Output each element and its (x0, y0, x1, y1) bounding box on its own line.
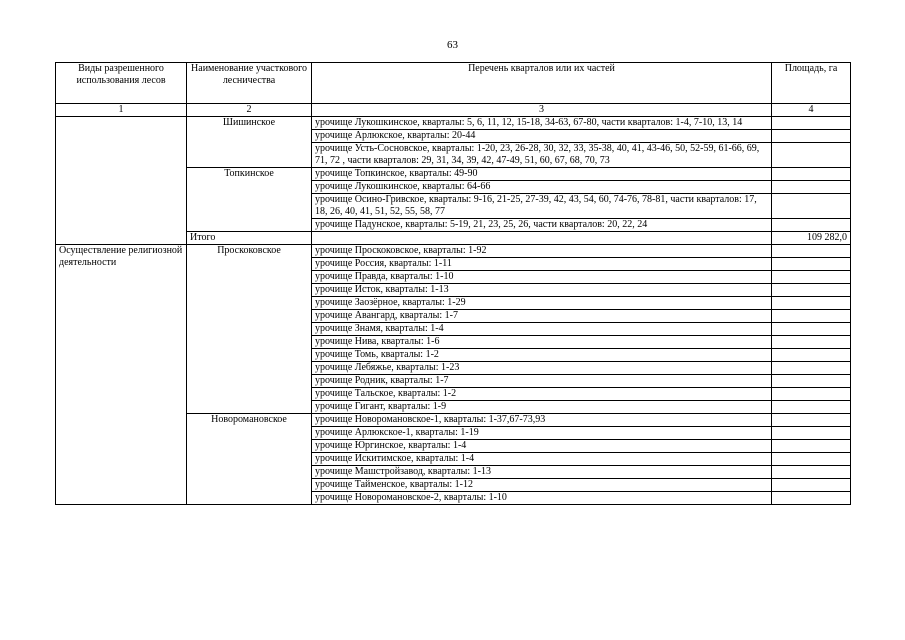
area-cell (772, 271, 851, 284)
quarters-cell: урочище Лукошкинское, кварталы: 5, 6, 11, 12, 15-18, 34-63, 67-80, части кварталов: 1-4, 7-10, 13, 14 (312, 117, 772, 130)
area-cell (772, 130, 851, 143)
table-header-row (56, 63, 851, 104)
area-cell (772, 181, 851, 194)
total-area-value: 109 282,0 (772, 232, 851, 245)
quarters-cell: урочище Россия, кварталы: 1-11 (312, 258, 772, 271)
area-cell (772, 219, 851, 232)
area-cell (772, 375, 851, 388)
quarters-cell: урочище Новоромановское-1, кварталы: 1-37,67-73,93 (312, 414, 772, 427)
quarters-cell: урочище Проскоковское, кварталы: 1-92 (312, 245, 772, 258)
area-cell (772, 414, 851, 427)
area-cell (772, 323, 851, 336)
area-cell (772, 245, 851, 258)
header-area: Площадь, га (772, 63, 851, 104)
quarters-cell: урочище Топкинское, кварталы: 49-90 (312, 168, 772, 181)
table-row (56, 245, 851, 258)
column-number: 4 (772, 104, 851, 117)
forest-quarters-table (55, 62, 851, 505)
quarters-cell: урочище Исток, кварталы: 1-13 (312, 284, 772, 297)
quarters-cell: урочище Арлюкское, кварталы: 20-44 (312, 130, 772, 143)
quarters-cell: урочище Правда, кварталы: 1-10 (312, 271, 772, 284)
area-cell (772, 143, 851, 168)
quarters-cell: урочище Знамя, кварталы: 1-4 (312, 323, 772, 336)
table-row (56, 117, 851, 130)
total-label: Итого (187, 232, 312, 245)
area-cell (772, 401, 851, 414)
quarters-cell: урочище Новоромановское-2, кварталы: 1-10 (312, 492, 772, 505)
quarters-cell: урочище Авангард, кварталы: 1-7 (312, 310, 772, 323)
quarters-cell: урочище Лукошкинское, кварталы: 64-66 (312, 181, 772, 194)
page-number: 63 (447, 39, 458, 51)
usage-type-religious: Осуществление религиозной деятельности (56, 245, 187, 505)
area-cell (772, 362, 851, 375)
quarters-cell: урочище Машстройзавод, кварталы: 1-13 (312, 466, 772, 479)
quarters-cell: урочище Юргинское, кварталы: 1-4 (312, 440, 772, 453)
area-cell (772, 440, 851, 453)
area-cell (772, 427, 851, 440)
quarters-cell: урочище Гигант, кварталы: 1-9 (312, 401, 772, 414)
quarters-cell: урочище Лебяжье, кварталы: 1-23 (312, 362, 772, 375)
area-cell (772, 453, 851, 466)
forestry-proskokovskoe: Проскоковское (187, 245, 312, 414)
forestry-shishinskoe: Шишинское (187, 117, 312, 168)
area-cell (772, 336, 851, 349)
forestry-novoromanovskoe: Новоромановское (187, 414, 312, 505)
quarters-cell: урочище Усть-Сосновское, кварталы: 1-20, 23, 26-28, 30, 32, 33, 35-38, 40, 41, 43-46, 50, 52-59, 61-66, 69, 71, 72 , части кварталов: 29, 31, 34, 39, 42, 47-49, 51, 60, 67, 68, 70, 73 (312, 143, 772, 168)
area-cell (772, 310, 851, 323)
quarters-cell: урочище Нива, кварталы: 1-6 (312, 336, 772, 349)
area-cell (772, 492, 851, 505)
quarters-cell: урочище Искитимское, кварталы: 1-4 (312, 453, 772, 466)
quarters-cell: урочище Осино-Гривское, кварталы: 9-16, 21-25, 27-39, 42, 43, 54, 60, 74-76, 78-81, части кварталов: 17, 18, 26, 40, 41, 51, 52, 55, 58, 77 (312, 194, 772, 219)
column-number: 2 (187, 104, 312, 117)
total-quarters-empty (312, 232, 772, 245)
area-cell (772, 466, 851, 479)
column-number-row (56, 104, 851, 117)
area-cell (772, 479, 851, 492)
area-cell (772, 297, 851, 310)
quarters-cell: урочище Тайменское, кварталы: 1-12 (312, 479, 772, 492)
quarters-cell: урочище Падунское, кварталы: 5-19, 21, 23, 25, 26, части кварталов: 20, 22, 24 (312, 219, 772, 232)
area-cell (772, 117, 851, 130)
area-cell (772, 168, 851, 181)
column-number: 3 (312, 104, 772, 117)
usage-type-cell-empty (56, 117, 187, 245)
header-quarters-list: Перечень кварталов или их частей (312, 63, 772, 104)
area-cell (772, 194, 851, 219)
area-cell (772, 388, 851, 401)
header-forestry-name: Наименование участкового лесничества (187, 63, 312, 104)
quarters-cell: урочище Арлюкское-1, кварталы: 1-19 (312, 427, 772, 440)
area-cell (772, 258, 851, 271)
column-number: 1 (56, 104, 187, 117)
header-usage-type: Виды разрешенного использования лесов (56, 63, 187, 104)
quarters-cell: урочище Заозёрное, кварталы: 1-29 (312, 297, 772, 310)
area-cell (772, 349, 851, 362)
quarters-cell: урочище Томь, кварталы: 1-2 (312, 349, 772, 362)
quarters-cell: урочище Тальское, кварталы: 1-2 (312, 388, 772, 401)
area-cell (772, 284, 851, 297)
quarters-cell: урочище Родник, кварталы: 1-7 (312, 375, 772, 388)
forestry-topkinskoe: Топкинское (187, 168, 312, 232)
